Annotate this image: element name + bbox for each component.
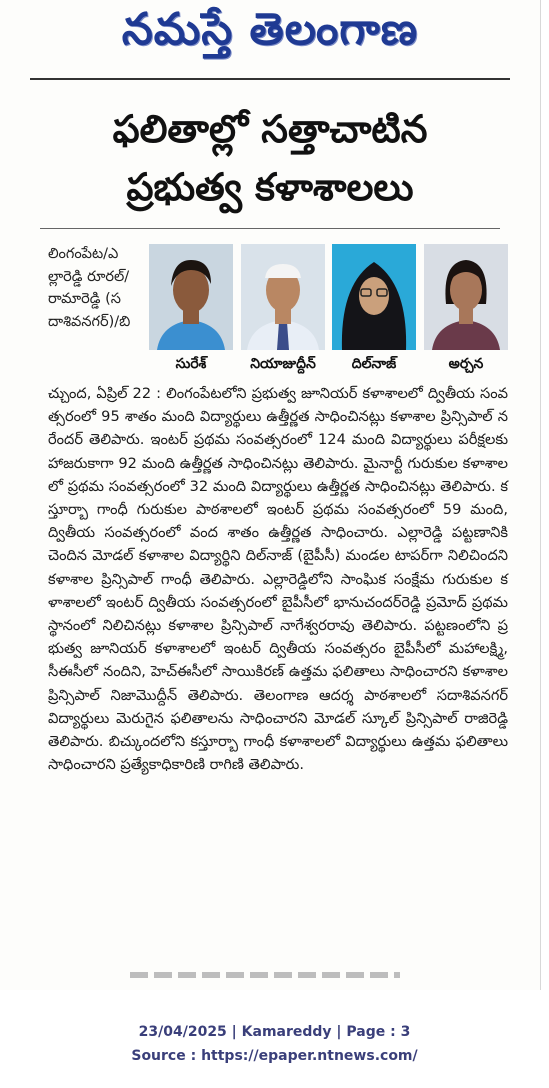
photo-caption: దిల్‌నాజ్ [351, 356, 397, 372]
newspaper-masthead: నమస్తే తెలంగాణ [121, 4, 419, 55]
article-body: చ్చుంద, ఏప్రిల్ 22 : లింగంపేటలోని ప్రభుత్వ జూనియర్ కళాశాలలో ద్వితీయ సంవత్సరంలో 95 శాతం మంది విద్యార్థులు ఉత్తీర్ణత సాధించినట్లు కళాశాల ప్రిన్సిపాల్ నరేందర్ తెలిపారు. ఇంటర్ ప్రథమ సంవత్సరంలో 124 మంది విద్యార్థులు పరీక్షలకు హాజరుకాగా 92 మంది ఉత్తీర్ణత సాధించినట్లు తెలిపారు. మైనార్టీ గురుకుల కళాశాలలో ప్రథమ సంవత్సరంలో 32 మంది విద్యార్థులు ఉత్తీర్ణత సాధించినట్లు తెలిపారు. కస్తూర్బా గాంధీ గురుకుల పాఠశాలలో ఇంటర్ ప్రథమ సంవత్సరంలో 59 మంది, ద్వితీయ సంవత్సరంలో వంద శాతం ఉత్తీర్ణత సాధించారు. ఎల్లారెడ్డి పట్టణానికి చెందిన మోడల్ కళాశాల విద్యార్థిని దిల్‌నాజ్ (బైపీసీ) మండల టాపర్‌గా నిలిచిందని కళాశాల ప్రిన్సిపాల్ గాంధీ తెలిపారు. ఎల్లారెడ్డిలోని సాంఘిక సంక్షేమ గురుకుల కళాశాలలో ఇంటర్ ద్వితీయ సంవత్సరంలో బైపీసీలో భానుచందర్‌రెడ్డి ప్రమోద్ ప్రథమ స్థానంలో నిలిచినట్లు కళాశాల ప్రిన్సిపాల్ నాగేశ్వరరావు తెలిపారు. పట్టణంలోని ప్రభుత్వ జూనియర్ కళాశాలలో ఇంటర్ ద్వితీయ సంవత్సరం బైపీసీలో మహాలక్ష్మి, సీఈసీలో నందిని, హెచ్‌ఈసీలో సాయికిరణ్ ఉత్తమ ఫలితాలు సాధించారని కళాశాల ప్రిన్సిపాల్ నిజామొద్దీన్ తెలిపారు. తెలంగాణ ఆదర్శ పాఠశాలలో సదాశివనగర్ విద్యార్థులు మెరుగైన ఫలితాలను సాధించారని మోడల్ స్కూల్ ప్రిన్సిపాల్ రాజిరెడ్డి తెలిపారు. బిచ్కుందలోని కస్తూర్బా గాంధీ కళాశాలలో విద్యార్థులు ఉత్తమ ఫలితాలు సాధించారని ప్రత్యేకాధికారిణి రాగిణి తెలిపారు. [48, 385, 508, 774]
headline-line-2: ప్రభుత్వ కళాశాలలు [126, 165, 414, 209]
footer-meta: 23/04/2025 | Kamareddy | Page : 3 [138, 1024, 411, 1040]
header-divider [30, 78, 510, 80]
cropped-text-strip [130, 972, 400, 978]
photo-suresh [149, 244, 233, 350]
dateline: లింగంపేట/ఎల్లారెడ్డి రూరల్/రామారెడ్డి (సదాశివనగర్)/బి [48, 246, 131, 330]
photo-dilnaz [332, 244, 416, 350]
footer-source: Source : https://epaper.ntnews.com/ [131, 1048, 418, 1064]
photo-caption: నియాజుద్దీన్ [250, 356, 316, 372]
headline-line-1: ఫలితాల్లో సత్తాచాటిన [112, 107, 428, 151]
photo-caption: సురేశ్ [175, 356, 207, 372]
photo-niyazuddin [241, 244, 325, 350]
headline-divider [40, 228, 500, 229]
photo-archana [424, 244, 508, 350]
photo-caption: అర్చన [448, 356, 484, 372]
